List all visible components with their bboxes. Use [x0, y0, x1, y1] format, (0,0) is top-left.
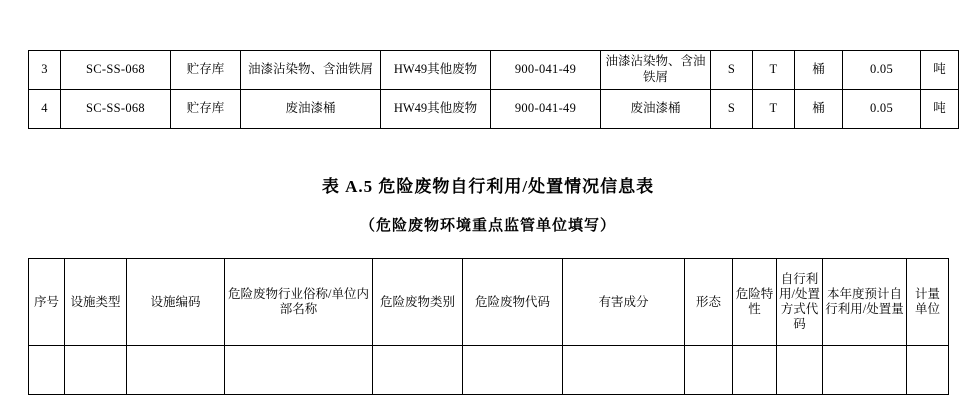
- header-facility-code: [127, 259, 225, 346]
- header-facility-code-label: 设施编码: [150, 294, 201, 309]
- header-facility-type-label: 设施类型: [70, 294, 121, 309]
- cell-waste-code: [463, 346, 563, 395]
- cell-waste-category: [373, 346, 463, 395]
- cell-waste-code: 900-041-49: [491, 90, 601, 129]
- header-harmful-component-label: 有害成分: [598, 294, 649, 309]
- cell-hazard-property: [733, 346, 777, 395]
- cell-seq: 3: [29, 51, 61, 90]
- self-utilization-disposal-table: [28, 258, 949, 395]
- header-unit: [907, 259, 949, 346]
- cell-hazard-property: T: [753, 90, 795, 129]
- cell-waste-category: HW49其他废物: [381, 90, 491, 129]
- header-waste-code: [463, 259, 563, 346]
- cell-waste-name: 油漆沾染物、含油铁屑: [241, 51, 381, 90]
- header-disposal-method-code-label: 自行利用/处置方式代码: [779, 272, 820, 331]
- cell-package: 桶: [795, 51, 843, 90]
- table-header-row: [29, 259, 949, 346]
- cell-facility-type: 贮存库: [171, 90, 241, 129]
- cell-package: 桶: [795, 90, 843, 129]
- cell-unit: 吨: [921, 51, 959, 90]
- cell-waste-name: 废油漆桶: [241, 90, 381, 129]
- cell-quantity: 0.05: [843, 51, 921, 90]
- section-title: 表 A.5 危险废物自行利用/处置情况信息表: [321, 177, 655, 196]
- header-unit-label: 计量单位: [914, 287, 940, 316]
- header-form: [685, 259, 733, 346]
- header-waste-category: [373, 259, 463, 346]
- table-row: [29, 346, 949, 395]
- header-waste-common-name: [225, 259, 373, 346]
- header-disposal-method-code: [777, 259, 823, 346]
- cell-planned-quantity: [823, 346, 907, 395]
- table-row: [29, 51, 959, 90]
- cell-waste-code: 900-041-49: [491, 51, 601, 90]
- header-planned-quantity: [823, 259, 907, 346]
- cell-facility-code: SC-SS-068: [61, 51, 171, 90]
- header-harmful-component: [563, 259, 685, 346]
- section-subtitle: （危险废物环境重点监管单位填写）: [359, 218, 616, 234]
- cell-form: S: [711, 51, 753, 90]
- cell-seq: 4: [29, 90, 61, 129]
- cell-hazard-property: T: [753, 51, 795, 90]
- header-facility-type: [65, 259, 127, 346]
- header-seq: [29, 259, 65, 346]
- cell-harmful-component: 油漆沾染物、含油铁屑: [601, 51, 711, 90]
- header-hazard-property: [733, 259, 777, 346]
- bottom-table-container: [28, 258, 948, 395]
- header-waste-common-name-label: 危险废物行业俗称/单位内部名称: [228, 287, 369, 316]
- cell-facility-type: [65, 346, 127, 395]
- header-planned-quantity-label: 本年度预计自行利用/处置量: [825, 287, 904, 316]
- cell-waste-common-name: [225, 346, 373, 395]
- cell-facility-code: [127, 346, 225, 395]
- header-form-label: 形态: [695, 294, 721, 309]
- cell-form: S: [711, 90, 753, 129]
- cell-disposal-method-code: [777, 346, 823, 395]
- cell-harmful-component: 废油漆桶: [601, 90, 711, 129]
- header-waste-category-label: 危险废物类别: [379, 294, 455, 309]
- cell-facility-code: SC-SS-068: [61, 90, 171, 129]
- cell-harmful-component: [563, 346, 685, 395]
- table-row: [29, 90, 959, 129]
- cell-quantity: 0.05: [843, 90, 921, 129]
- cell-unit: 吨: [921, 90, 959, 129]
- cell-waste-category: HW49其他废物: [381, 51, 491, 90]
- hazardous-waste-storage-table: [28, 50, 959, 129]
- header-hazard-property-label: 危险特性: [735, 287, 774, 316]
- cell-facility-type: 贮存库: [171, 51, 241, 90]
- cell-unit: [907, 346, 949, 395]
- header-seq-label: 序号: [33, 294, 59, 309]
- header-waste-code-label: 危险废物代码: [474, 294, 550, 309]
- cell-seq: [29, 346, 65, 395]
- cell-form: [685, 346, 733, 395]
- top-table-container: [28, 50, 948, 129]
